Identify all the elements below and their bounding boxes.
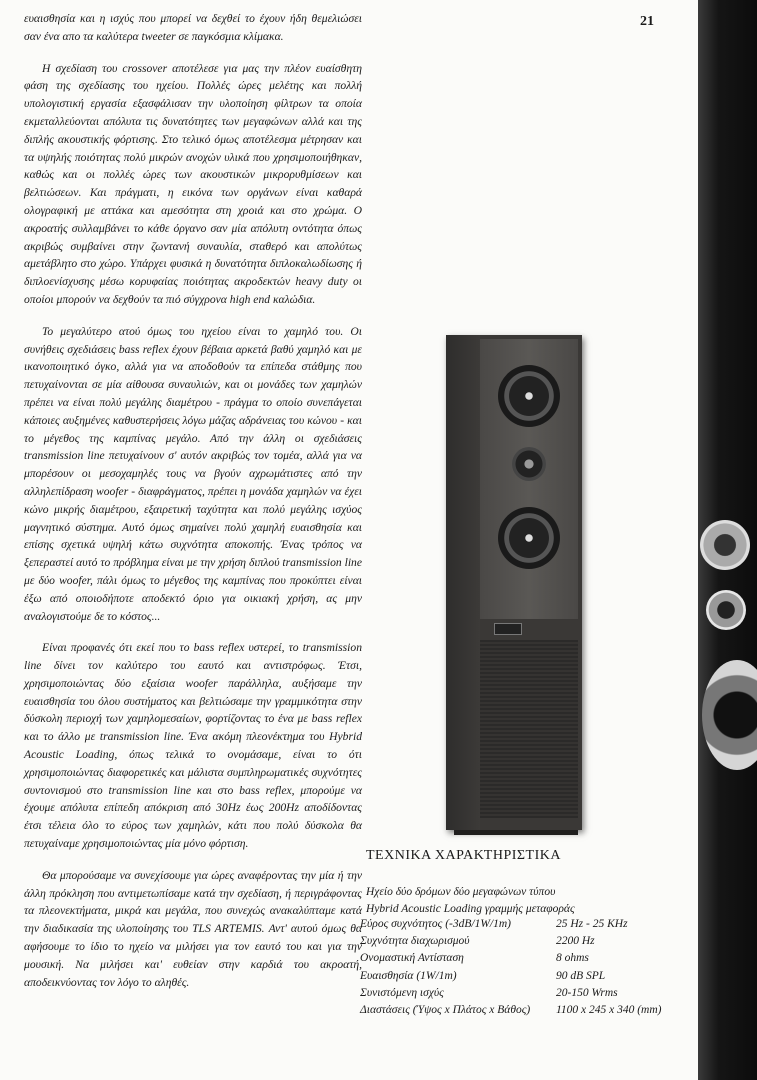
spec-value: 1100 x 245 x 340 (mm) [556,1003,662,1016]
paragraph-2: Η σχεδίαση του crossover αποτέλεσε για μας την πλέον ευαίσθητη φάση της σχεδίασης του ηχείου. Πολλές ώρες μελέτης και πολλή υπολογιστική εργασία εξασφάλισαν την υλοποίηση φίλτρων τα οποία εκμεταλλεύονται απόλυτα τις δυνατότητες των μεγαφώνων αλλά και της διπλής ακουστικής φόρτισης. Στο τελικό όμως αποτέλεσμα μέτρησαν και τα υψηλής ποιότητας πολύ μικρών ανοχών υλικά που χρησιμοποιήθηκαν, καθώς και οι πολλές ώρες των ακουστικών μικρορυθμίσεων και βελτιώσεων. Και πράγματι, η εικόνα των οργάνων είναι καθαρά ολογραφική με αττάκα και αμεσότητα στη χροιά και στο χρώμα. Ο ακροατής συλλαμβάνει το κάθε όργανο σαν μία απόλυτη οντότητα όπως ακριβώς συμβαίνει στην ζωντανή συναυλία, σταθερό και απολύτως αμετάβλητο στο χώρο. Υπάρχει φυσικά η δυνατότητα διπλοκαλωδίωσης ή διπλοενίσχυσης μέσω κορυφαίας ποιότητας ακροδεκτών heavy duty οι οποίοι μπορούν να δεχθούν τα πιό σύγχρονα high end καλώδια. [24,61,362,306]
specs-intro-line-1: Ηχείο δύο δρόμων δύο μεγαφώνων τύπου [366,886,556,898]
spec-label: Συνιστόμενη ισχύς [360,986,444,999]
paragraph-1: ευαισθησία και η ισχύς που μπορεί να δεχθεί το έχουν ήδη θεμελιώσει σαν ένα απο τα καλύτερα tweeter σε παγκόσμια κλίμακα. [24,12,362,43]
specs-title: ΤΕΧΝΙΚΑ ΧΑΡΑΚΤΗΡΙΣΤΙΚΑ [366,848,561,863]
spec-row [360,950,662,967]
spec-row [360,985,662,1002]
spec-value: 90 dB SPL [556,969,606,982]
paragraph-3: Το μεγαλύτερο ατού όμως του ηχείου είναι το χαμηλό του. Οι συνήθεις σχεδιάσεις bass reflex έχουν βέβαια αρκετά βαθύ χαμηλό και με ικανοποιητικό όγκο, αλλά για να αποδοθούν τα επίπεδα στάθμης που πετυχαίνονται σε μία αίθουσα συναυλιών, και οι μονάδες των χαμηλών πρέπει να είναι πολύ μεγάλης διαμέτρου - πράγμα το οποίο συνεπάγεται κάποιες αυξημένες καθυστερήσεις λόγω μάζας αδράνειας του κώνου - και το μέγεθος της καμπίνας μεγάλο. Από την άλλη οι σχεδιάσεις transmission line πετυχαίνουν σ' αυτόν ακριβώς τον τομέα, αλλά για να μπορέσουν οι μεσοχαμηλές τους να βγούν αχρωμάτιστες από την αλληλεπίδραση woofer - διαφράγματος, πρέπει η μονάδα χαμηλών να έχει κώνο μικρής διαμέτρου, εξαιρετική ταχύτητα και πολύ μεγάλης ισχύος μαγνητικό σύστημα. Αυτό όμως σημαίνει πολύ χαμηλή ευαισθησία και επίσης σχετικά υψηλή κάτω συχνότητα αποκοπής. Ένας τρόπος να ξεπεραστεί αυτό το πρόβλημα είναι με την χρήση διπλού transmission line με δύο woofer, πάλι όμως το μέγεθος της καμπίνας που προκύπτει είναι έξω από οποιοδήποτε αποδεκτό όριο για οικιακή χρήση, ας μην αναλογιστούμε δε το κόστος... [24,324,362,623]
next-page-driver-1 [700,520,750,570]
specs-intro-line-2: Hybrid Acoustic Loading γραμμής μεταφοράς [366,903,575,915]
speaker-photo [446,335,582,835]
spec-label: Εύρος συχνότητος (-3dB/1W/1m) [360,918,511,930]
spec-label: Συχνότητα διαχωρισμού [360,935,470,948]
spec-value: 25 Hz - 25 KHz [556,918,628,930]
spec-value: 8 ohms [556,952,589,965]
brand-badge [494,623,522,635]
next-page-driver-2 [706,590,746,630]
spec-label: Ονομαστική Αντίσταση [360,952,464,965]
spec-row [360,933,662,950]
paragraph-4: Είναι προφανές ότι εκεί που το bass reflex υστερεί, το transmission line δίνει τον καλύτερο του εαυτό και αντιστρόφως. Έτσι, χρησιμοποιώντας δύο εξαίσια woofer παράλληλα, αυξήσαμε την ευαισθησία του όλου συστήματος και βελτιώσαμε την γραμμικότητα στην δύσκολη περιοχή των χαμηλομεσαίων, φορτίζοντας το ένα με bass reflex και το άλλο με transmission line. Ένα ακόμη πλεονέκτημα του Hybrid Acoustic Loading, όπως τελικά το ονομάσαμε, είναι το ότι χρησιμοποιώντας διαφορετικές και μάλιστα συμπληρωματικές συχνότητες συντονισμού στο transmission line και στο bass reflex, μπορούμε να έχουμε απόλυτα επίπεδη απόκριση από 30Hz έως 200Hz αποδίδοντας έτσι τέλεια όλο το εύρος των χαμηλών, κάτι που πολύ δύσκολα θα πετυχαίναμε χρησιμοποιώντας μία μόνο φόρτιση. [24,641,362,851]
spec-label: Ευαισθησία (1W/1m) [360,969,457,982]
specs-intro [366,884,575,918]
spec-row [360,1002,662,1019]
specs-table [360,916,662,1019]
next-page-driver-3 [702,660,757,770]
spec-value: 2200 Hz [556,935,595,948]
spec-value: 20-150 Wrms [556,986,618,999]
next-page-speaker-photo [692,500,757,800]
spec-row [360,916,662,933]
spec-row [360,968,662,985]
spec-label: Διαστάσεις (Ύψος x Πλάτος x Βάθος) [360,1003,531,1016]
article-body [24,10,362,1005]
speaker-grille [480,640,578,818]
speaker-base [454,830,578,835]
paragraph-5: Θα μπορούσαμε να συνεχίσουμε για ώρες αναφέροντας την μία ή την άλλη πρόκληση που αντιμετωπίσαμε κατά την σχεδίαση, ή περιγράφοντας τα πλεονεκτήματα, μικρά και μεγάλα, που συνεχώς ανακαλύπταμε κατά την διαδικασία της υλοποίησης του TLS ARTEMIS. Αντ' αυτού όμως θα αφήσουμε το ίδιο το ηχείο να μιλήσει για τον εαυτό του και για την μουσική. Να μιλήσει και' ευθείαν στην καρδιά του ακροατή, αποδεικνύοντας τον λόγο το αληθές. [24,868,362,989]
tweeter [512,447,546,481]
upper-woofer [498,365,560,427]
speaker-side-panel [446,335,480,830]
page-number: 21 [640,14,654,29]
lower-woofer [498,507,560,569]
